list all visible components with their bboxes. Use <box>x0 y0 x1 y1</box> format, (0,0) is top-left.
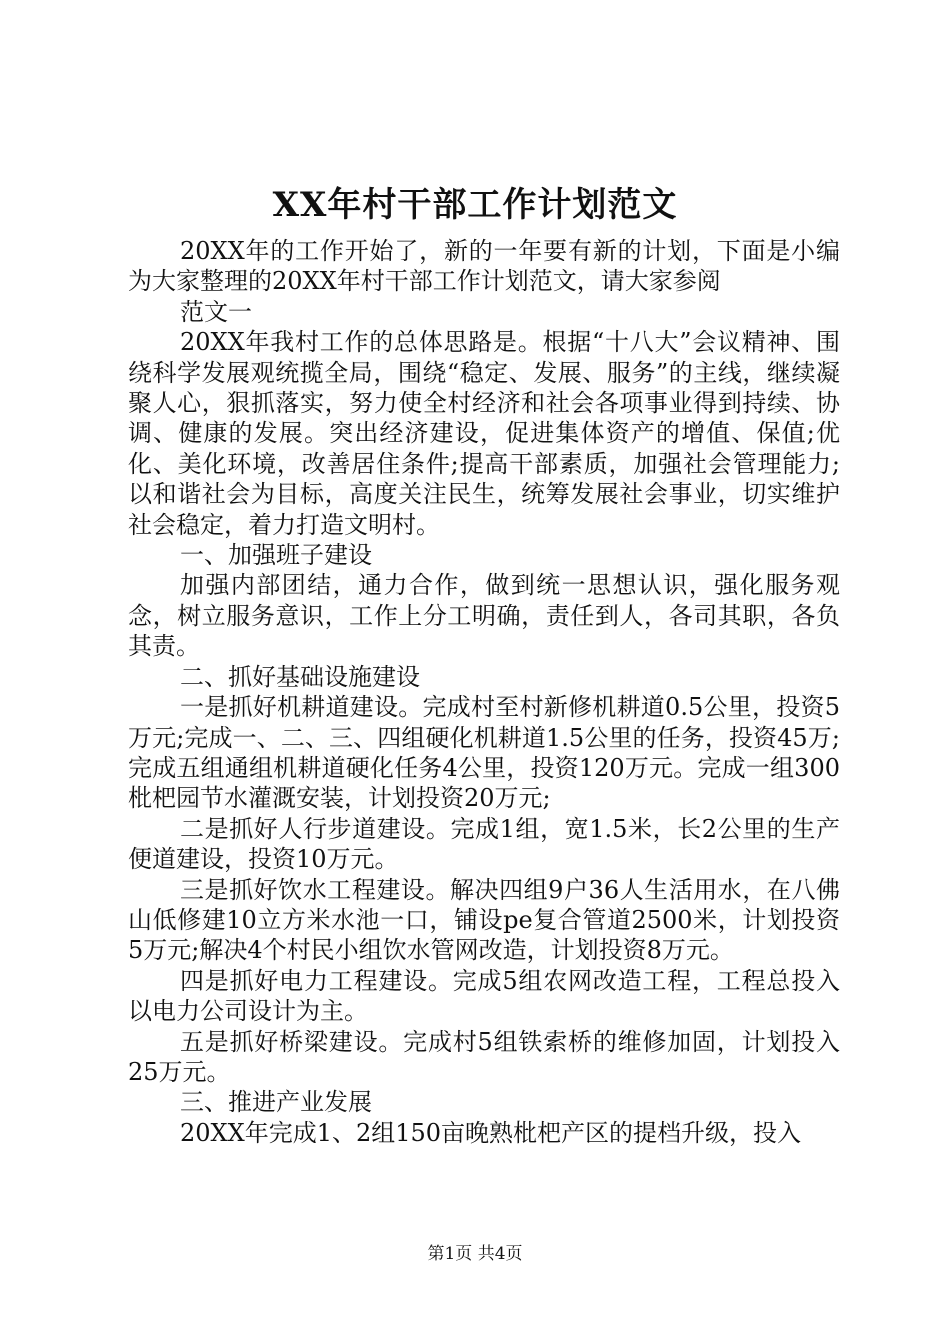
page-footer: 第1页 共4页 <box>427 1244 523 1264</box>
paragraph-power: 四是抓好电力工程建设。完成5组农网改造工程，工程总投入以电力公司设计为主。 <box>128 966 840 1026</box>
paragraph-intro: 20XX年的工作开始了，新的一年要有新的计划，下面是小编为大家整理的20XX年村干部工作计划范文，请大家参阅 <box>128 237 840 296</box>
paragraph-section-label: 范文一 <box>180 297 252 326</box>
heading-infrastructure: 二、抓好基础设施建设 <box>180 662 420 691</box>
paragraph-team-building: 加强内部团结，通力合作，做到统一思想认识，强化服务观念，树立服务意识，工作上分工明确，责任到人，各司其职，各负其责。 <box>128 571 840 661</box>
paragraph-loquat: 20XX年完成1、2组150亩晚熟枇杷产区的提档升级，投入 <box>180 1118 802 1147</box>
document-body <box>128 236 840 1148</box>
heading-industry: 三、推进产业发展 <box>180 1088 372 1117</box>
paragraph-water-supply: 三是抓好饮水工程建设。解决四组9户36人生活用水，在八佛山低修建10立方米水池一口，铺设pe复合管道2500米，计划投资5万元;解决4个村民小组饮水管网改造，计划投资8万元。 <box>128 875 840 965</box>
document-title: XX年村干部工作计划范文 <box>272 185 678 225</box>
paragraph-overall-approach: 20XX年我村工作的总体思路是。根据“十八大”会议精神、围绕科学发展观统揽全局，围绕“稳定、发展、服务”的主线，继续凝聚人心，狠抓落实，努力使全村经济和社会各项事业得到持续、协调、健康的发展。突出经济建设，促进集体资产的增值、保值;优化、美化环境，改善居住条件;提高干部素质，加强社会管理能力;以和谐社会为目标，高度关注民生，统筹发展社会事业，切实维护社会稳定，着力打造文明村。 <box>128 328 840 539</box>
paragraph-footpaths: 二是抓好人行步道建设。完成1组，宽1.5米，长2公里的生产便道建设，投资10万元。 <box>128 814 840 874</box>
paragraph-bridges: 五是抓好桥梁建设。完成村5组铁索桥的维修加固，计划投入25万元。 <box>128 1027 840 1086</box>
heading-team-building: 一、加强班子建设 <box>180 541 372 570</box>
paragraph-farm-roads: 一是抓好机耕道建设。完成村至村新修机耕道0.5公里，投资5万元;完成一、二、三、四组硬化机耕道1.5公里的任务，投资45万;完成五组通组机耕道硬化任务4公里，投资120万元。完成一组300枇杷园节水灌溉安装，计划投资20万元; <box>128 693 840 813</box>
